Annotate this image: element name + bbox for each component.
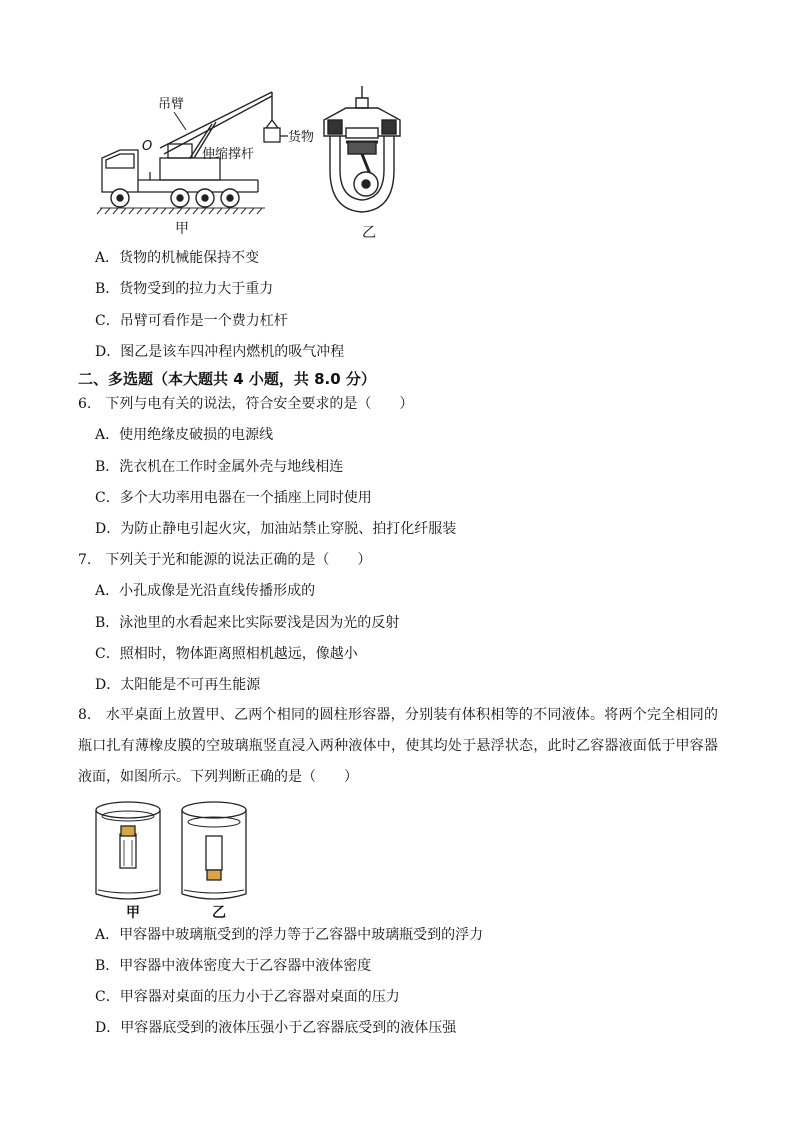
q6-option-c: C．多个大功率用电器在一个插座上同时使用 bbox=[95, 490, 372, 506]
q5-option-b: B．货物受到的拉力大于重力 bbox=[95, 281, 274, 297]
q8-figure-caption-a: 甲 bbox=[126, 905, 140, 921]
container-b bbox=[182, 802, 246, 899]
q5-option-a: A．货物的机械能保持不变 bbox=[95, 250, 260, 266]
q5-option-c: C．吊臂可看作是一个费力杠杆 bbox=[95, 313, 288, 329]
ground bbox=[97, 208, 265, 214]
containers-svg bbox=[88, 796, 258, 906]
label-rod: 伸缩撑杆 bbox=[202, 147, 255, 162]
q8-option-b: B．甲容器中液体密度大于乙容器中液体密度 bbox=[95, 958, 372, 974]
q7-option-a: A．小孔成像是光沿直线传播形成的 bbox=[95, 583, 316, 599]
cargo bbox=[264, 120, 288, 142]
q7-stem: 7. 下列关于光和能源的说法正确的是（ ） bbox=[78, 552, 372, 568]
q7-option-b: B．泳池里的水看起来比实际要浅是因为光的反射 bbox=[95, 615, 400, 631]
section-heading-multiple-choice: 二、多选题（本大题共 4 小题，共 8.0 分） bbox=[78, 370, 376, 388]
q5-option-d: D．图乙是该车四冲程内燃机的吸气冲程 bbox=[95, 344, 345, 360]
figure-containers bbox=[88, 796, 258, 906]
q8-option-d: D．甲容器底受到的液体压强小于乙容器底受到的液体压强 bbox=[95, 1020, 457, 1036]
q6-option-b: B．洗衣机在工作时金属外壳与地线相连 bbox=[95, 459, 344, 475]
q8-option-c: C．甲容器对桌面的压力小于乙容器对桌面的压力 bbox=[95, 989, 400, 1005]
figure-crane-and-engine bbox=[90, 80, 420, 240]
figure1-caption-a: 甲 bbox=[175, 221, 189, 237]
q7-option-c: C．照相时，物体距离照相机越远，像越小 bbox=[95, 646, 358, 662]
container-a bbox=[96, 802, 160, 899]
label-arm: 吊臂 bbox=[158, 97, 185, 112]
q6-option-d: D．为防止静电引起火灾，加油站禁止穿脱、拍打化纤服装 bbox=[95, 521, 457, 537]
q6-option-a: A．使用绝缘皮破损的电源线 bbox=[95, 427, 274, 443]
crane-engine-svg bbox=[90, 80, 420, 240]
q7-option-d: D．太阳能是不可再生能源 bbox=[95, 677, 261, 693]
engine-diagram bbox=[324, 86, 400, 212]
q8-stem: 8. 水平桌面上放置甲、乙两个相同的圆柱形容器，分别装有体积相等的不同液体。将两个完全相同的瓶口扎有薄橡皮膜的空玻璃瓶竖直浸入两种液体中，使其均处于悬浮状态，此时乙容器液面低于甲容器液面，如图所示。下列判断正确的是（ ） bbox=[78, 707, 718, 785]
label-cargo: 货物 bbox=[288, 130, 315, 145]
figure1-caption-b: 乙 bbox=[362, 225, 376, 241]
q6-stem: 6. 下列与电有关的说法，符合安全要求的是（ ） bbox=[78, 396, 414, 412]
q8-option-a: A．甲容器中玻璃瓶受到的浮力等于乙容器中玻璃瓶受到的浮力 bbox=[95, 927, 484, 943]
label-o: O bbox=[142, 139, 153, 154]
q8-figure-caption-b: 乙 bbox=[212, 905, 226, 921]
